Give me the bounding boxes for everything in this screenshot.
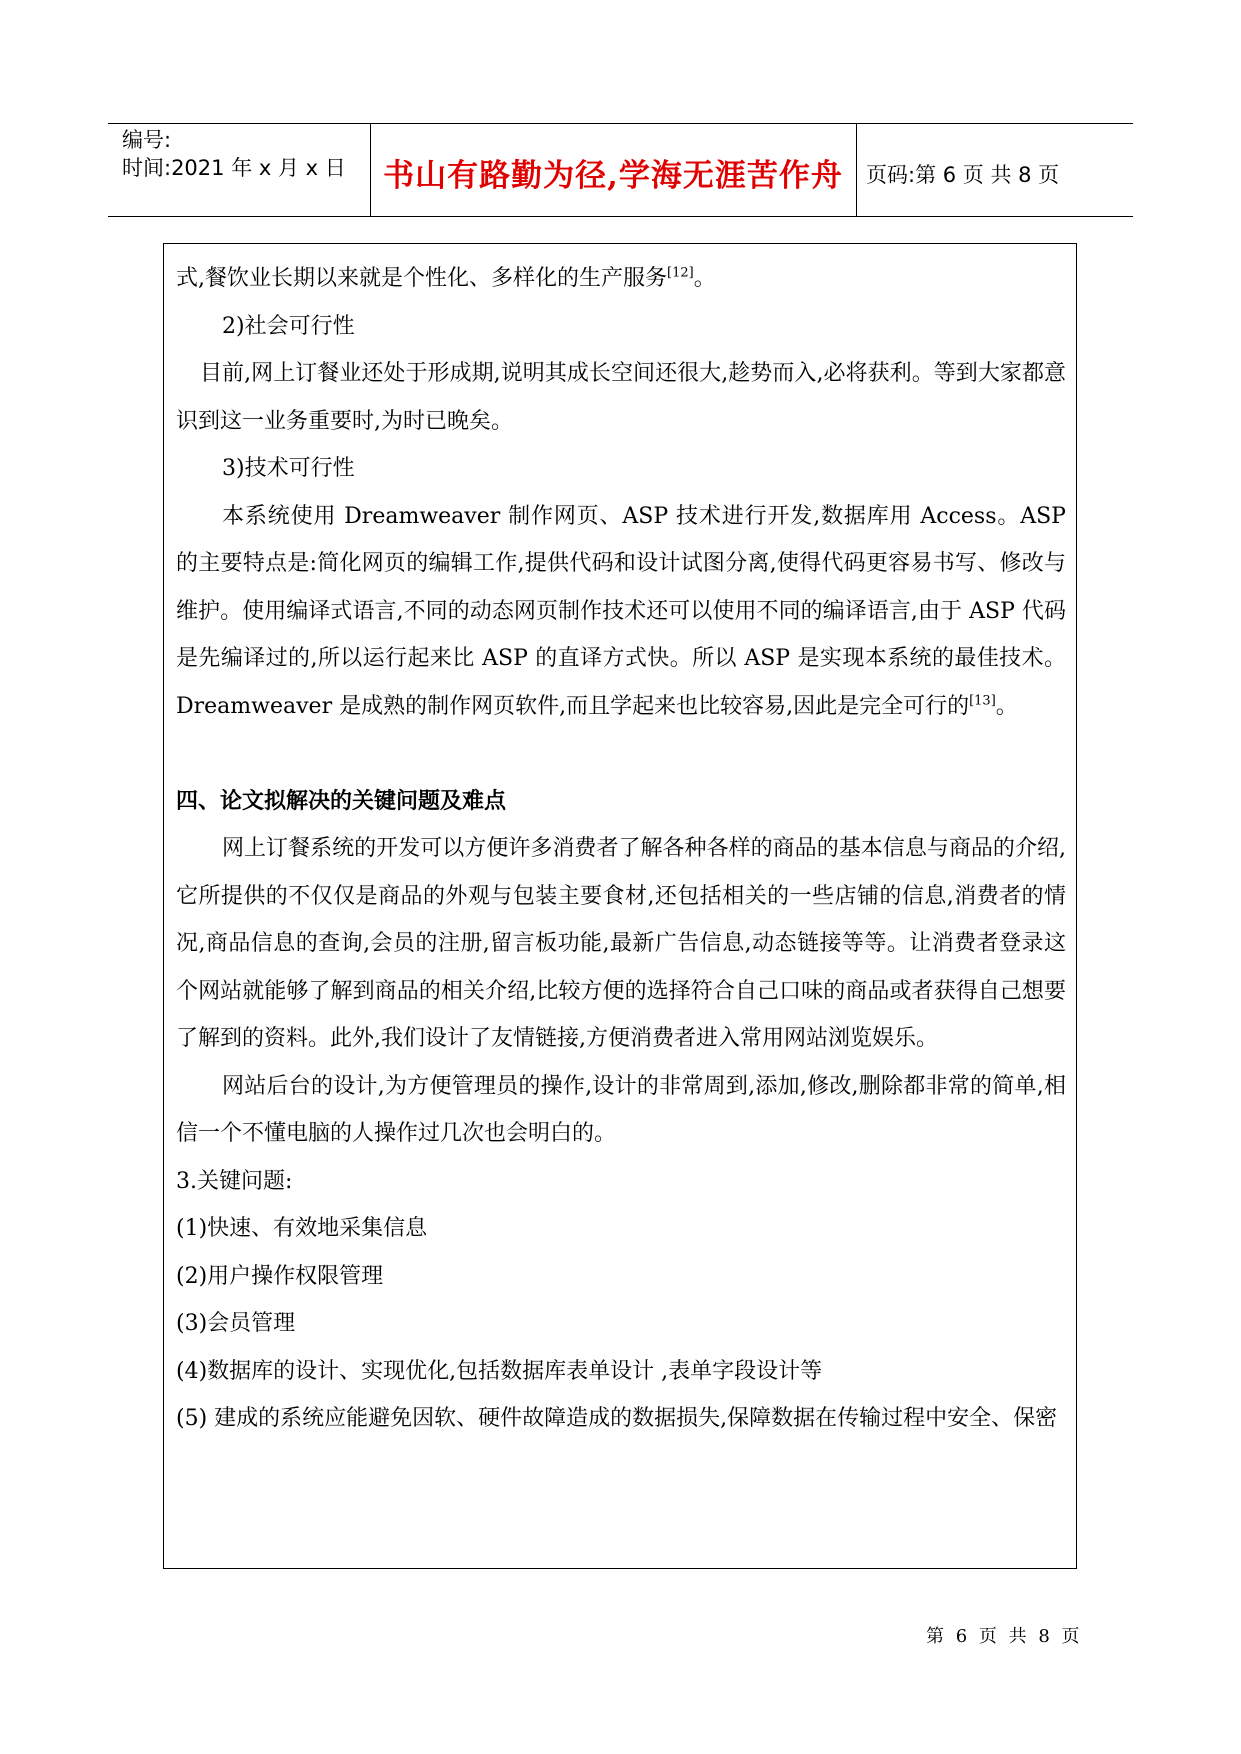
page-footer: 第 6 页 共 8 页 [926,1626,1083,1647]
doc-number-label: 编号: [122,128,172,152]
header-divider [370,123,371,216]
list-item: (2)用户操作权限管理 [176,1263,384,1289]
paragraph: 目前,网上订餐业还处于形成期,说明其成长空间还很大,趁势而入,必将获利。等到大家都意识到这一业务重要时,为时已晚矣。 [176,361,1066,434]
subheading-technical-feasibility: 3)技术可行性 [222,456,355,481]
citation-ref: [13] [969,693,996,709]
paragraph: 网站后台的设计,为方便管理员的操作,设计的非常周到,添加,修改,删除都非常的简单,相信一个不懂电脑的人操作过几次也会明白的。 [176,1073,1066,1146]
document-body [176,255,1066,1443]
list-item: (1)快速、有效地采集信息 [176,1216,428,1241]
paragraph: 式,餐饮业长期以来就是个性化、多样化的生产服务[12]。 [176,265,716,291]
header-divider [856,123,857,216]
header-bottom-rule [108,216,1133,217]
header-top-rule [108,123,1133,124]
header-motto: 书山有路勤为径,学海无涯苦作舟 [383,158,843,194]
section-heading: 四、论文拟解决的关键问题及难点 [176,788,507,814]
header-meta [122,126,346,182]
subheading-social-feasibility: 2)社会可行性 [222,313,355,339]
key-issues-heading: 3.关键问题: [176,1168,293,1194]
list-item: (3)会员管理 [176,1311,296,1336]
list-item: (5) 建成的系统应能避免因软、硬件故障造成的数据损失,保障数据在传输过程中安全、保密 [176,1406,1058,1431]
doc-time-label: 时间:2021 年 x 月 x 日 [122,156,346,180]
list-item: (4)数据库的设计、实现优化,包括数据库表单设计 ,表单字段设计等 [176,1358,823,1384]
paragraph: 本系统使用 Dreamweaver 制作网页、ASP 技术进行开发,数据库用 Access。ASP 的主要特点是:简化网页的编辑工作,提供代码和设计试图分离,使得代码更容易书写、修改与维护。使用编译式语言,不同的动态网页制作技术还可以使用不同的编译语言,由于 ASP 代码是先编译过的,所以运行起来比 ASP 的直译方式快。所以 ASP 是实现本系统的最佳技术。Dreamweaver 是成熟的制作网页软件,而且学起来也比较容易,因此是完全可行的[13]。 [176,503,1066,719]
spacer [176,730,1066,778]
citation-ref: [12] [667,265,694,281]
header-page-label: 页码:第 6 页 共 8 页 [866,163,1060,187]
paragraph: 网上订餐系统的开发可以方便许多消费者了解各种各样的商品的基本信息与商品的介绍,它所提供的不仅仅是商品的外观与包装主要食材,还包括相关的一些店铺的信息,消费者的情况,商品信息的查询,会员的注册,留言板功能,最新广告信息,动态链接等等。让消费者登录这个网站就能够了解到商品的相关介绍,比较方便的选择符合自己口味的商品或者获得自己想要了解到的资料。此外,我们设计了友情链接,方便消费者进入常用网站浏览娱乐。 [176,836,1066,1051]
